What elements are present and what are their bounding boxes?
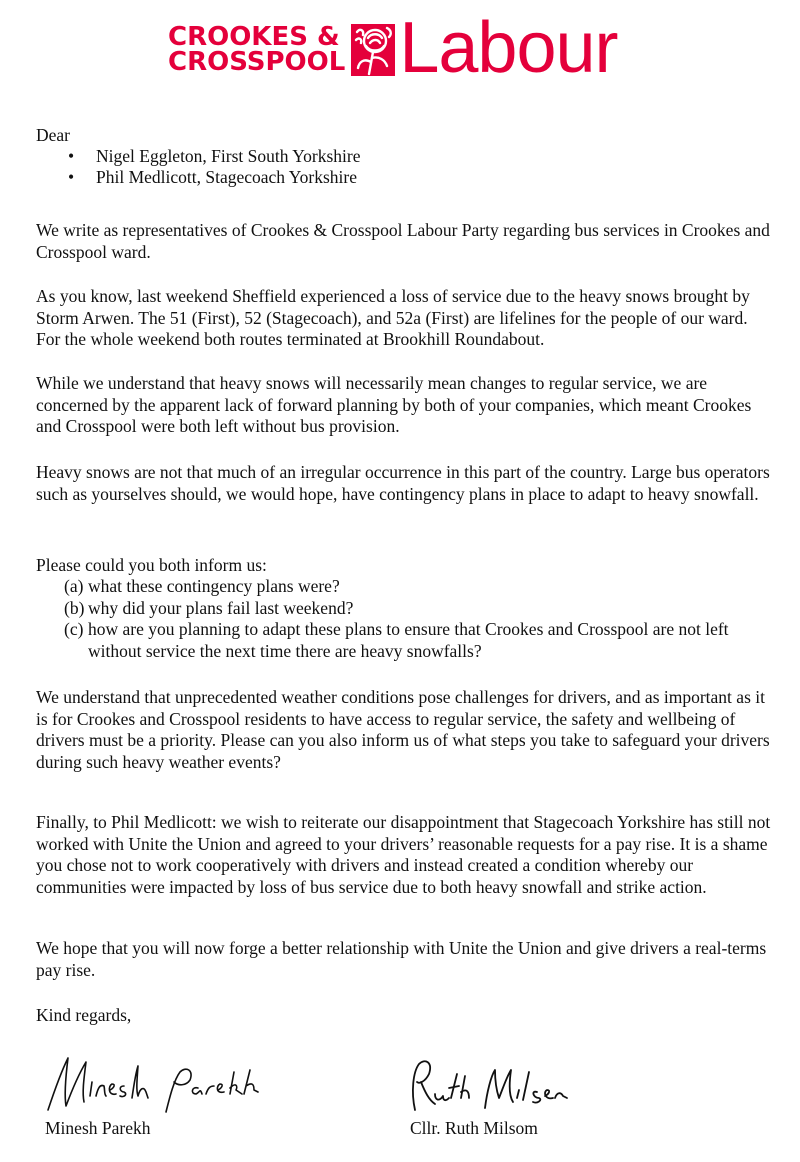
question-text: what these contingency plans were?	[88, 576, 340, 596]
salutation: Dear	[36, 125, 71, 145]
logo-labour-wordmark: Labour	[399, 8, 618, 88]
logo-line-2: CROSSPOOL	[168, 47, 346, 77]
signatory-name: Minesh Parekh	[45, 1118, 151, 1138]
paragraph-stagecoach: Finally, to Phil Medlicott: we wish to reiterate our disappointment that Stagecoach Yorkshire has still not worked with Unite the Union and agreed to your drivers’ reasonable requests for a pay rise. It is a shame you chose not to work cooperatively with drivers and instead created a condition whereby our communities were impacted by loss of bus service due to both heavy snowfall and strike action.	[36, 812, 771, 897]
question-marker: (b)	[64, 597, 85, 618]
paragraph-hope: We hope that you will now forge a better relationship with Unite the Union and give drivers a real-terms pay rise.	[36, 938, 767, 980]
signatory-name: Cllr. Ruth Milsom	[410, 1118, 538, 1138]
paragraph-storm: As you know, last weekend Sheffield experienced a loss of service due to the heavy snows brought by Storm Arwen. The 51 (First), 52 (Stagecoach), and 52a (First) are lifelines for the people of our ward. For the whole weekend both routes terminated at Brookhill Roundabout.	[36, 286, 750, 349]
question-item	[36, 576, 776, 598]
signature-ruth-milsom-icon	[405, 1052, 585, 1117]
recipient-item: • Nigel Eggleton, First South Yorkshire	[36, 146, 360, 167]
question-item	[36, 619, 776, 662]
paragraph-drivers-safety: We understand that unprecedented weather conditions pose challenges for drivers, and as important as it is for Crookes and Crosspool residents to have access to regular service, the safety and wellbeing of drivers must be a priority. Please can you also inform us of what steps you take to safeguard your drivers during such heavy weather events?	[36, 687, 770, 772]
logo-ward-name	[168, 22, 346, 77]
closing: Kind regards,	[36, 1005, 132, 1025]
question-list	[36, 576, 776, 662]
question-marker: (c)	[64, 619, 84, 639]
question-item	[36, 598, 776, 620]
rose-icon	[351, 24, 395, 76]
paragraph-concern: While we understand that heavy snows will necessarily mean changes to regular service, we are concerned by the apparent lack of forward planning by both of your companies, which meant Crookes and Crosspool were both left without bus provision.	[36, 373, 752, 436]
party-logo	[168, 8, 618, 88]
paragraph-request: Please could you both inform us:	[36, 555, 267, 575]
paragraph-intro: We write as representatives of Crookes & Crosspool Labour Party regarding bus services in Crookes and Crosspool ward.	[36, 220, 770, 262]
paragraph-contingency: Heavy snows are not that much of an irregular occurrence in this part of the country. Large bus operators such as yourselves should, we would hope, have contingency plans in place to adapt to heavy snowfall.	[36, 462, 770, 504]
question-marker: (a)	[64, 576, 84, 596]
recipient-list	[36, 146, 360, 188]
question-text: why did your plans fail last weekend?	[88, 597, 354, 618]
signature-minesh-parekh-icon	[40, 1052, 270, 1117]
logo-line-1: CROOKES &	[168, 22, 340, 52]
recipient-item: • Phil Medlicott, Stagecoach Yorkshire	[36, 167, 360, 188]
question-text: how are you planning to adapt these plans to ensure that Crookes and Crosspool are not left without service the next time there are heavy snowfalls?	[88, 619, 729, 661]
